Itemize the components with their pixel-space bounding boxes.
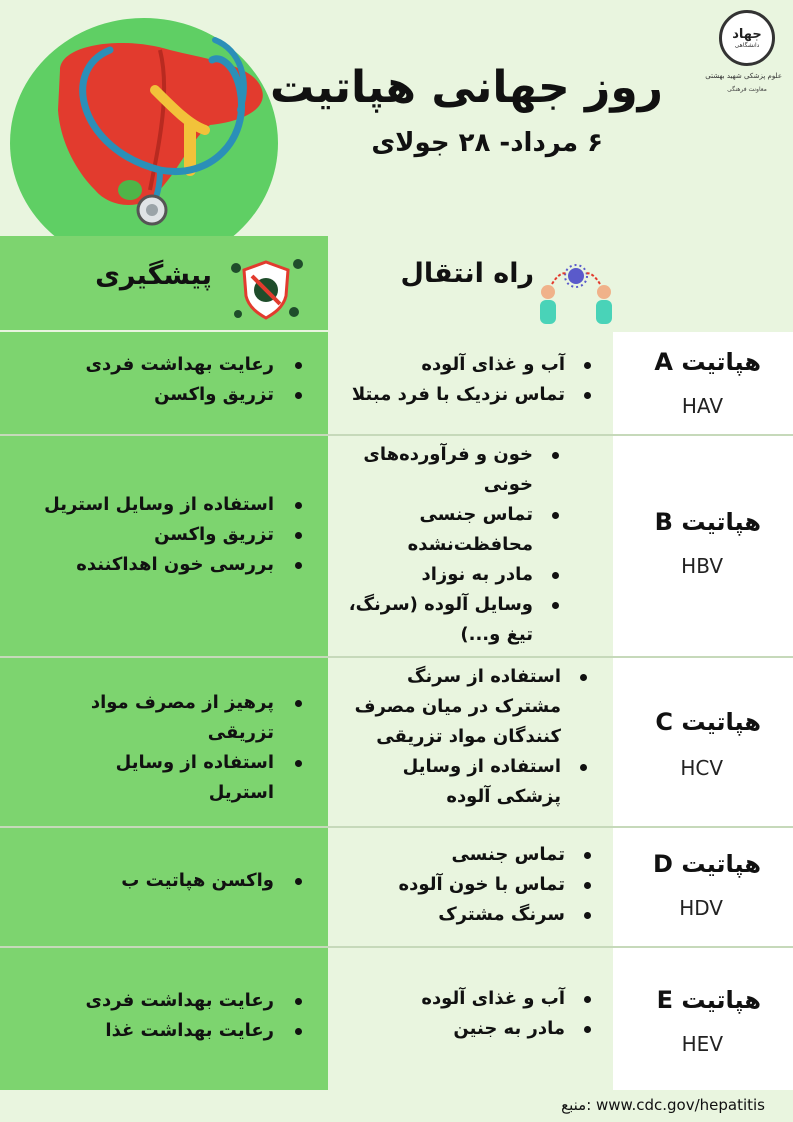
transmission-cell xyxy=(328,828,613,946)
list-item: تماس جنسی xyxy=(335,840,605,870)
bullet-icon xyxy=(295,1028,302,1035)
hepatitis-code: HBV xyxy=(681,554,723,578)
hepatitis-name: هپاتیت C xyxy=(655,708,761,736)
hepatitis-code: HDV xyxy=(679,896,723,920)
row-hepatitis-b xyxy=(0,436,793,656)
page-title: روز جهانی هپاتیت xyxy=(269,62,663,113)
logo xyxy=(705,10,782,110)
list-item: وسایل آلوده (سرنگ، تیغ و...) xyxy=(343,590,573,650)
row-hepatitis-d xyxy=(0,828,793,946)
transmission-cell xyxy=(328,658,613,826)
prevention-cell xyxy=(0,948,328,1090)
row-hepatitis-e xyxy=(0,948,793,1090)
list-item: پرهیز از مصرف مواد تزریقی xyxy=(56,688,316,748)
bullet-icon xyxy=(552,512,559,519)
transmission-cell xyxy=(328,436,613,656)
page-date: ۶ مرداد- ۲۸ جولای xyxy=(371,128,603,158)
transmission-header-label: راه انتقال xyxy=(400,258,534,289)
bullet-icon xyxy=(295,362,302,369)
virus-shield-icon xyxy=(228,256,304,322)
list-item: استفاده از سرنگ مشترک در میان مصرف کنندگان مواد تزریقی xyxy=(341,662,601,752)
transmission-list xyxy=(341,662,601,812)
prevention-list xyxy=(56,688,316,808)
list-item: واکسن هپاتیت ب xyxy=(16,866,316,896)
list-item: تماس نزدیک با فرد مبتلا xyxy=(335,380,605,410)
list-item: مادر به جنین xyxy=(335,1014,605,1044)
hepatitis-name-cell xyxy=(613,332,793,434)
logo-seal xyxy=(719,10,775,66)
bullet-icon xyxy=(295,700,302,707)
list-item: تزریق واکسن xyxy=(16,380,316,410)
hepatitis-code: HAV xyxy=(681,394,723,418)
bullet-icon xyxy=(295,502,302,509)
row-hepatitis-c xyxy=(0,658,793,826)
prevention-list xyxy=(16,350,316,410)
bullet-icon xyxy=(295,392,302,399)
bullet-icon xyxy=(295,998,302,1005)
bullet-icon xyxy=(552,602,559,609)
bullet-icon xyxy=(295,760,302,767)
bullet-icon xyxy=(295,878,302,885)
prevention-cell xyxy=(0,436,328,656)
list-item: استفاده از وسایل استریل xyxy=(56,748,316,808)
bullet-icon xyxy=(295,532,302,539)
bullet-icon xyxy=(584,912,591,919)
bullet-icon xyxy=(584,882,591,889)
bullet-icon xyxy=(584,852,591,859)
hepatitis-code: HCV xyxy=(680,756,723,780)
bullet-icon xyxy=(584,996,591,1003)
row-hepatitis-a xyxy=(0,332,793,434)
bullet-icon xyxy=(584,392,591,399)
prevention-header-label: پیشگیری xyxy=(95,260,212,291)
footer xyxy=(0,1090,793,1122)
list-item: سرنگ مشترک xyxy=(335,900,605,930)
transmission-list xyxy=(335,984,605,1044)
hepatitis-code: HEV xyxy=(681,1032,723,1056)
logo-university: علوم پزشکی شهید بهشتی xyxy=(705,72,782,80)
list-item: مادر به نوزاد xyxy=(343,560,573,590)
logo-sub-text: دانشگاهی xyxy=(734,42,760,49)
header xyxy=(0,0,793,236)
hepatitis-name-cell xyxy=(613,658,793,826)
hepatitis-name-cell xyxy=(613,436,793,656)
hepatitis-name: هپاتیت A xyxy=(654,348,761,376)
list-item: استفاده از وسایل استریل xyxy=(16,490,316,520)
source-text: منبع: www.cdc.gov/hepatitis xyxy=(561,1096,765,1114)
hepatitis-name: هپاتیت D xyxy=(653,850,761,878)
transmission-cell xyxy=(328,948,613,1090)
hepatitis-name-cell xyxy=(613,828,793,946)
prevention-cell xyxy=(0,828,328,946)
people-transmission-icon xyxy=(536,262,616,326)
prevention-cell xyxy=(0,332,328,434)
hepatitis-name-cell xyxy=(613,948,793,1090)
transmission-list xyxy=(335,350,605,410)
list-item: تماس جنسی محافظت‌نشده xyxy=(343,500,573,560)
list-item: رعایت بهداشت فردی xyxy=(16,350,316,380)
prevention-header xyxy=(0,236,328,330)
logo-main-text: جهاد xyxy=(732,27,762,42)
transmission-list xyxy=(343,440,573,650)
list-item: خون و فرآورده‌های خونی xyxy=(343,440,573,500)
list-item: استفاده از وسایل پزشکی آلوده xyxy=(341,752,601,812)
hepatitis-name: هپاتیت B xyxy=(654,508,761,536)
list-item: بررسی خون اهداکننده xyxy=(16,550,316,580)
list-item: آب و غذای آلوده xyxy=(335,984,605,1014)
bullet-icon xyxy=(552,572,559,579)
list-item: تماس با خون آلوده xyxy=(335,870,605,900)
prevention-list xyxy=(16,866,316,896)
transmission-header xyxy=(328,236,793,330)
prevention-cell xyxy=(0,658,328,826)
liver-stethoscope-icon xyxy=(40,30,280,230)
bullet-icon xyxy=(584,1026,591,1033)
prevention-list xyxy=(16,986,316,1046)
transmission-cell xyxy=(328,332,613,434)
logo-department: معاونت فرهنگی xyxy=(727,86,767,93)
bullet-icon xyxy=(552,452,559,459)
list-item: رعایت بهداشت فردی xyxy=(16,986,316,1016)
list-item: تزریق واکسن xyxy=(16,520,316,550)
transmission-list xyxy=(335,840,605,930)
bullet-icon xyxy=(295,562,302,569)
bullet-icon xyxy=(580,674,587,681)
hepatitis-name: هپاتیت E xyxy=(656,986,761,1014)
bullet-icon xyxy=(580,764,587,771)
bullet-icon xyxy=(584,362,591,369)
list-item: آب و غذای آلوده xyxy=(335,350,605,380)
prevention-list xyxy=(16,490,316,580)
list-item: رعایت بهداشت غذا xyxy=(16,1016,316,1046)
